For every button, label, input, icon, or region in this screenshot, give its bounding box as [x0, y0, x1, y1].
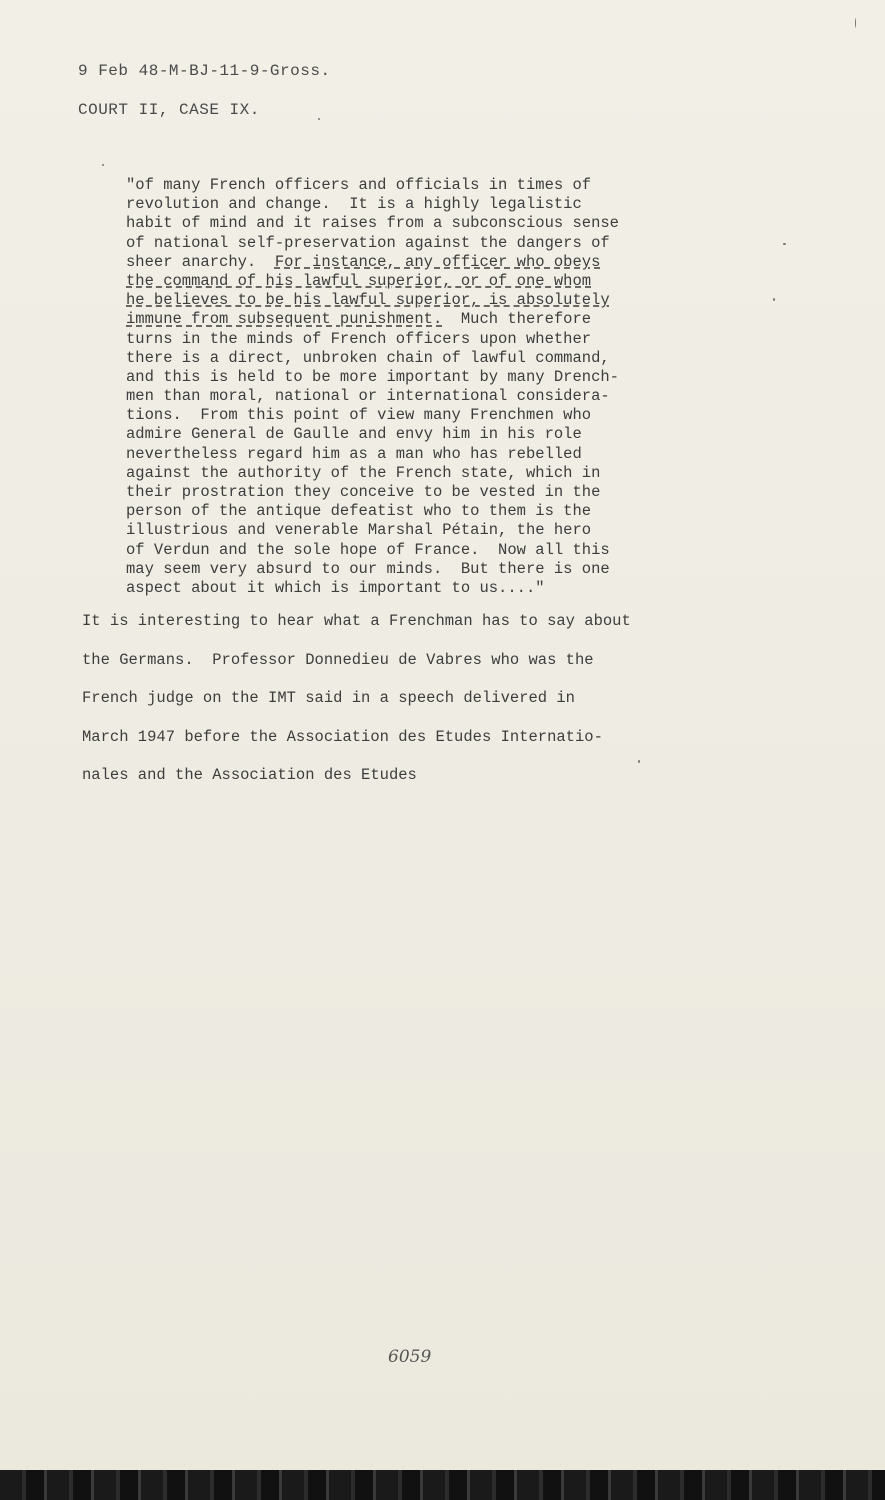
body-line: It is interesting to hear what a Frenchman has to say about — [82, 612, 631, 630]
paper-speck — [855, 18, 856, 28]
paper-speck — [102, 164, 104, 166]
quote-line: there is a direct, unbroken chain of lawful command, — [126, 348, 610, 367]
quote-line: aspect about it which is important to us...." — [126, 578, 545, 597]
quote-line: of national self-preservation against the dangers of — [126, 233, 610, 252]
quote-line: may seem very absurd to our minds. But there is one — [126, 559, 610, 578]
body-line: the Germans. Professor Donnedieu de Vabres who was the — [82, 650, 594, 669]
quote-line-underlined: the command of his lawful superior, or of one whom — [126, 271, 592, 290]
quote-line: habit of mind and it raises from a subconscious sense — [126, 214, 619, 233]
underlined-text: For instance, any officer who obeys — [274, 252, 601, 271]
quote-line: turns in the minds of French officers upon whether — [126, 329, 592, 348]
quote-line: tions. From this point of view many Frenchmen who — [126, 406, 592, 425]
quote-line: nevertheless regard him as a man who has rebelled — [126, 444, 582, 463]
page-number: 6059 — [388, 1347, 432, 1367]
quote-line: men than moral, national or international considera- — [126, 387, 610, 406]
body-line: French judge on the IMT said in a speech delivered in — [82, 689, 575, 707]
quote-line-start: sheer anarchy. — [126, 252, 275, 271]
header-reference: 9 Feb 48-M-BJ-11-9-Gross. — [78, 62, 331, 80]
quote-line-end: Much therefore — [442, 310, 592, 329]
paper-speck — [318, 118, 320, 120]
quote-line: of Verdun and the sole hope of France. Now all this — [126, 540, 610, 559]
body-line: nales and the Association des Etudes — [82, 766, 417, 784]
quoted-passage — [126, 176, 766, 598]
quote-line: illustrious and venerable Marshal Pétain, the hero — [126, 521, 592, 540]
quote-line: revolution and change. It is a highly legalistic — [126, 195, 582, 214]
quote-line: admire General de Gaulle and envy him in his role — [126, 425, 582, 444]
paper-speck — [638, 760, 640, 763]
body-line: March 1947 before the Association des Etudes Internatio- — [82, 727, 603, 746]
quote-line: "of many French officers and officials in times of — [126, 176, 592, 194]
quote-line — [126, 310, 766, 329]
quote-line — [126, 253, 766, 272]
quote-line-underlined: he believes to be his lawful superior, is absolutely — [126, 291, 610, 310]
underlined-text: immune from subsequent punishment. — [126, 310, 443, 329]
paper-speck — [773, 298, 775, 301]
header-court-case: COURT II, CASE IX. — [78, 101, 260, 119]
quote-line: against the authority of the French state, which in — [126, 463, 601, 482]
scan-edge-strip — [0, 1470, 885, 1500]
quote-line: their prostration they conceive to be vested in the — [126, 483, 601, 501]
body-paragraph — [82, 612, 802, 805]
paper-speck — [783, 243, 786, 245]
quote-line: person of the antique defeatist who to them is the — [126, 502, 592, 521]
quote-line: and this is held to be more important by many Drench- — [126, 367, 619, 386]
